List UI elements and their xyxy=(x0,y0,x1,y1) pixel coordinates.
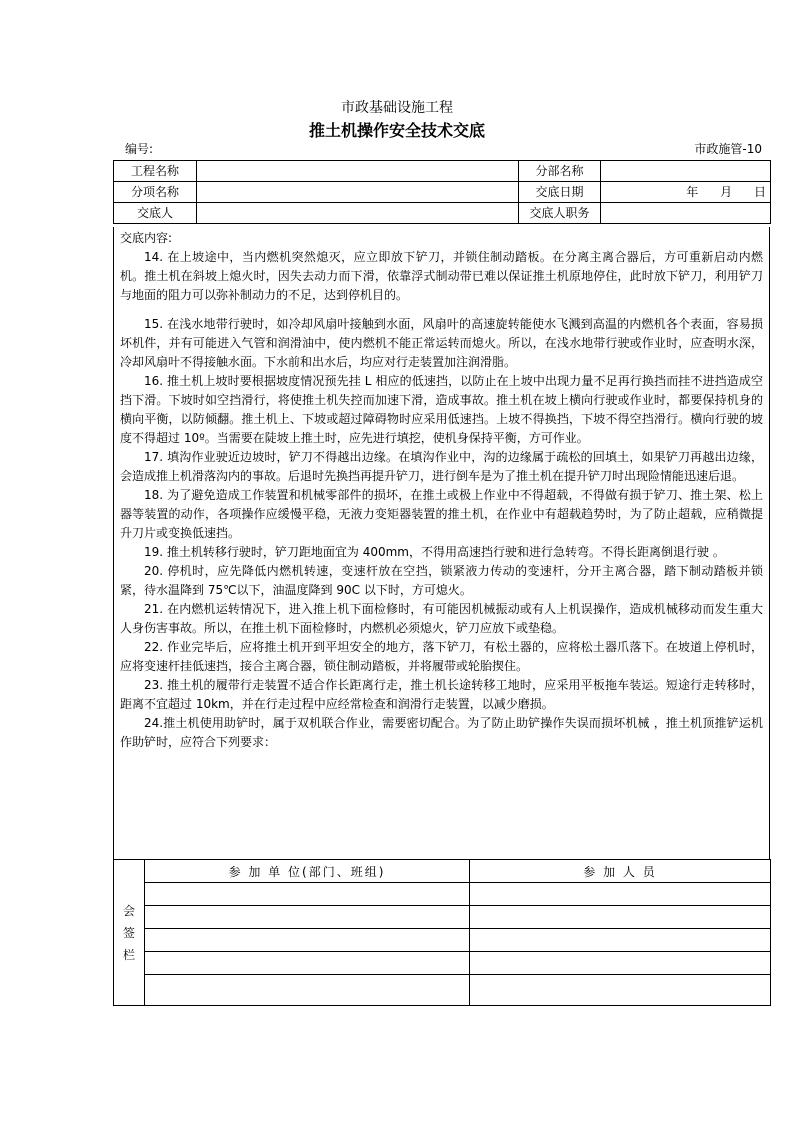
paragraph-14: 14. 在上坡途中，当内燃机突然熄灭，应立即放下铲刀，并锁住制动踏板。在分离主离合器后，方可重新启动内燃机。推土机在斜坡上熄火时，因失去动力而下滑，依靠浮式制动带已难以保证推土机原地停住，此时放下铲刀，利用铲刀与地面的阻力可以弥补制动力的不足，达到停机目的。 xyxy=(120,250,763,302)
date-month: 月 xyxy=(720,185,733,199)
content-section xyxy=(113,227,770,860)
project-name-label: 工程名称 xyxy=(114,161,197,182)
paragraph-18: 18. 为了避免造成工作装置和机械零部件的损坏，在推土或极上作业中不得超载，不得做有损于铲刀、推土架、松上器等装置的动作，各项操作应缓慢平稳，无液力变矩器装置的推土机，在作业中有超载趋势时，为了防止超载，应稍微提升刀片或变换低速挡。 xyxy=(120,488,763,540)
info-row-project xyxy=(114,161,771,182)
info-row-person xyxy=(114,203,771,224)
signoff-row xyxy=(114,883,771,906)
signoff-side-char: 签 xyxy=(122,925,135,940)
person-field[interactable] xyxy=(197,203,519,224)
signoff-header-row xyxy=(114,860,771,883)
person-title-field[interactable] xyxy=(601,203,771,224)
people-cell[interactable] xyxy=(470,883,771,906)
paragraph-15: 15. 在浅水地带行驶时，如冷却风扇叶接触到水面，风扇叶的高速旋转能使水飞溅到高温的内燃机各个表面，容易损坏机件，并有可能进入气管和润滑油中，使内燃机不能正常运转而熄火。所以，在浅水地带行驶或作业时，应查明水深，冷却风扇叶不得接触水面。下水前和出水后，均应对行走装置加注润滑脂。 xyxy=(120,317,763,369)
content-label: 交底内容: xyxy=(120,231,173,245)
unit-cell[interactable] xyxy=(145,883,470,906)
signoff-row xyxy=(114,952,771,975)
unit-header: 参 加 单 位(部门、班组) xyxy=(145,860,470,883)
people-cell[interactable] xyxy=(470,975,771,1006)
info-table xyxy=(113,160,771,224)
date-year: 年 xyxy=(686,185,699,199)
signoff-side-char: 会 xyxy=(122,903,135,918)
unit-cell[interactable] xyxy=(145,929,470,952)
people-cell[interactable] xyxy=(470,952,771,975)
form-code: 市政施管-10 xyxy=(694,142,762,156)
paragraph-17: 17. 填沟作业驶近边坡时，铲刀不得越出边缘。在填沟作业中，沟的边缘属于疏松的回填土，如果铲刀再越出边缘，会造成推上机滑落沟内的事故。后退时先换挡再提升铲刀，进行倒车是为了推土机在提升铲刀时出现险情能迅速后退。 xyxy=(120,450,763,483)
people-cell[interactable] xyxy=(470,929,771,952)
info-row-item xyxy=(114,182,771,203)
date-field[interactable] xyxy=(601,182,771,203)
paragraph-22: 22. 作业完毕后，应将推土机开到平坦安全的地方，落下铲刀，有松土器的，应将松土器爪落下。在坡道上停机时，应将变速杆挂低速挡，接合主离合器，锁住制动踏板，并将履带或轮胎揳住。 xyxy=(120,640,763,673)
unit-cell[interactable] xyxy=(145,906,470,929)
document-subtitle: 市政基础设施工程 xyxy=(341,100,453,116)
signoff-table xyxy=(113,859,771,1006)
item-name-label: 分项名称 xyxy=(114,182,197,203)
number-label: 编号: xyxy=(125,142,154,156)
paragraph-16: 16. 推土机上坡时要根据坡度情况预先挂 L 相应的低速挡，以防止在上坡中出现力量不足再行换挡而挂不进挡造成空挡下滑。下坡时如空挡滑行，将使推土机失控而加速下滑，造成事故。推土机在坡上横向行驶或作业时，都要保持机身的横向平衡，以防倾翻。推土机上、下坡或超过障碍物时应采用低速挡。上坡不得换挡，下坡不得空挡滑行。横向行驶的坡度不得超过 10º。当需要在陡坡上推土时，应先进行填挖，使机身保持平衡，方可作业。 xyxy=(120,374,763,445)
person-title-label: 交底人职务 xyxy=(519,203,601,224)
unit-cell[interactable] xyxy=(145,952,470,975)
signoff-side-label xyxy=(114,860,145,1006)
signoff-row xyxy=(114,975,771,1006)
project-name-field[interactable] xyxy=(197,161,519,182)
section-name-label: 分部名称 xyxy=(519,161,601,182)
paragraph-21: 21. 在内燃机运转情况下，进入推上机下面检修时，有可能因机械振动或有人上机误操作，造成机械移动而发生重大人身伤害事故。所以，在推土机下面检修时，内燃机必须熄火，铲刀应放下或垫稳。 xyxy=(120,602,763,635)
signoff-row xyxy=(114,906,771,929)
section-name-field[interactable] xyxy=(601,161,771,182)
item-name-field[interactable] xyxy=(197,182,519,203)
paragraph-24: 24.推土机使用助铲时，属于双机联合作业，需要密切配合。为了防止助铲操作失误而损坏机械 ，推土机顶推铲运机作助铲时，应符合下列要求： xyxy=(120,716,763,749)
signoff-side-char: 栏 xyxy=(122,947,135,962)
date-label: 交底日期 xyxy=(519,182,601,203)
document-title: 推土机操作安全技术交底 xyxy=(308,121,485,140)
paragraph-19: 19. 推土机转移行驶时，铲刀距地面宜为 400mm，不得用高速挡行驶和进行急转弯。不得长距离倒退行驶 。 xyxy=(144,545,725,559)
paragraph-23: 23. 推土机的履带行走装置不适合作长距离行走，推土机长途转移工地时，应采用平板拖车装运。短途行走转移时，距离不宜超过 10km，并在行走过程中应经常检查和润滑行走装置，以减少磨损。 xyxy=(120,678,763,711)
people-header: 参 加 人 员 xyxy=(470,860,771,883)
person-label: 交底人 xyxy=(114,203,197,224)
date-day: 日 xyxy=(753,185,766,199)
signoff-row xyxy=(114,929,771,952)
people-cell[interactable] xyxy=(470,906,771,929)
unit-cell[interactable] xyxy=(145,975,470,1006)
paragraph-20: 20. 停机时，应先降低内燃机转速，变速杆放在空挡，锁紧液力传动的变速杆，分开主离合器，踏下制动踏板并锁紧，待水温降到 75℃以下，油温度降到 90C 以下时，方可熄火。 xyxy=(120,564,763,597)
